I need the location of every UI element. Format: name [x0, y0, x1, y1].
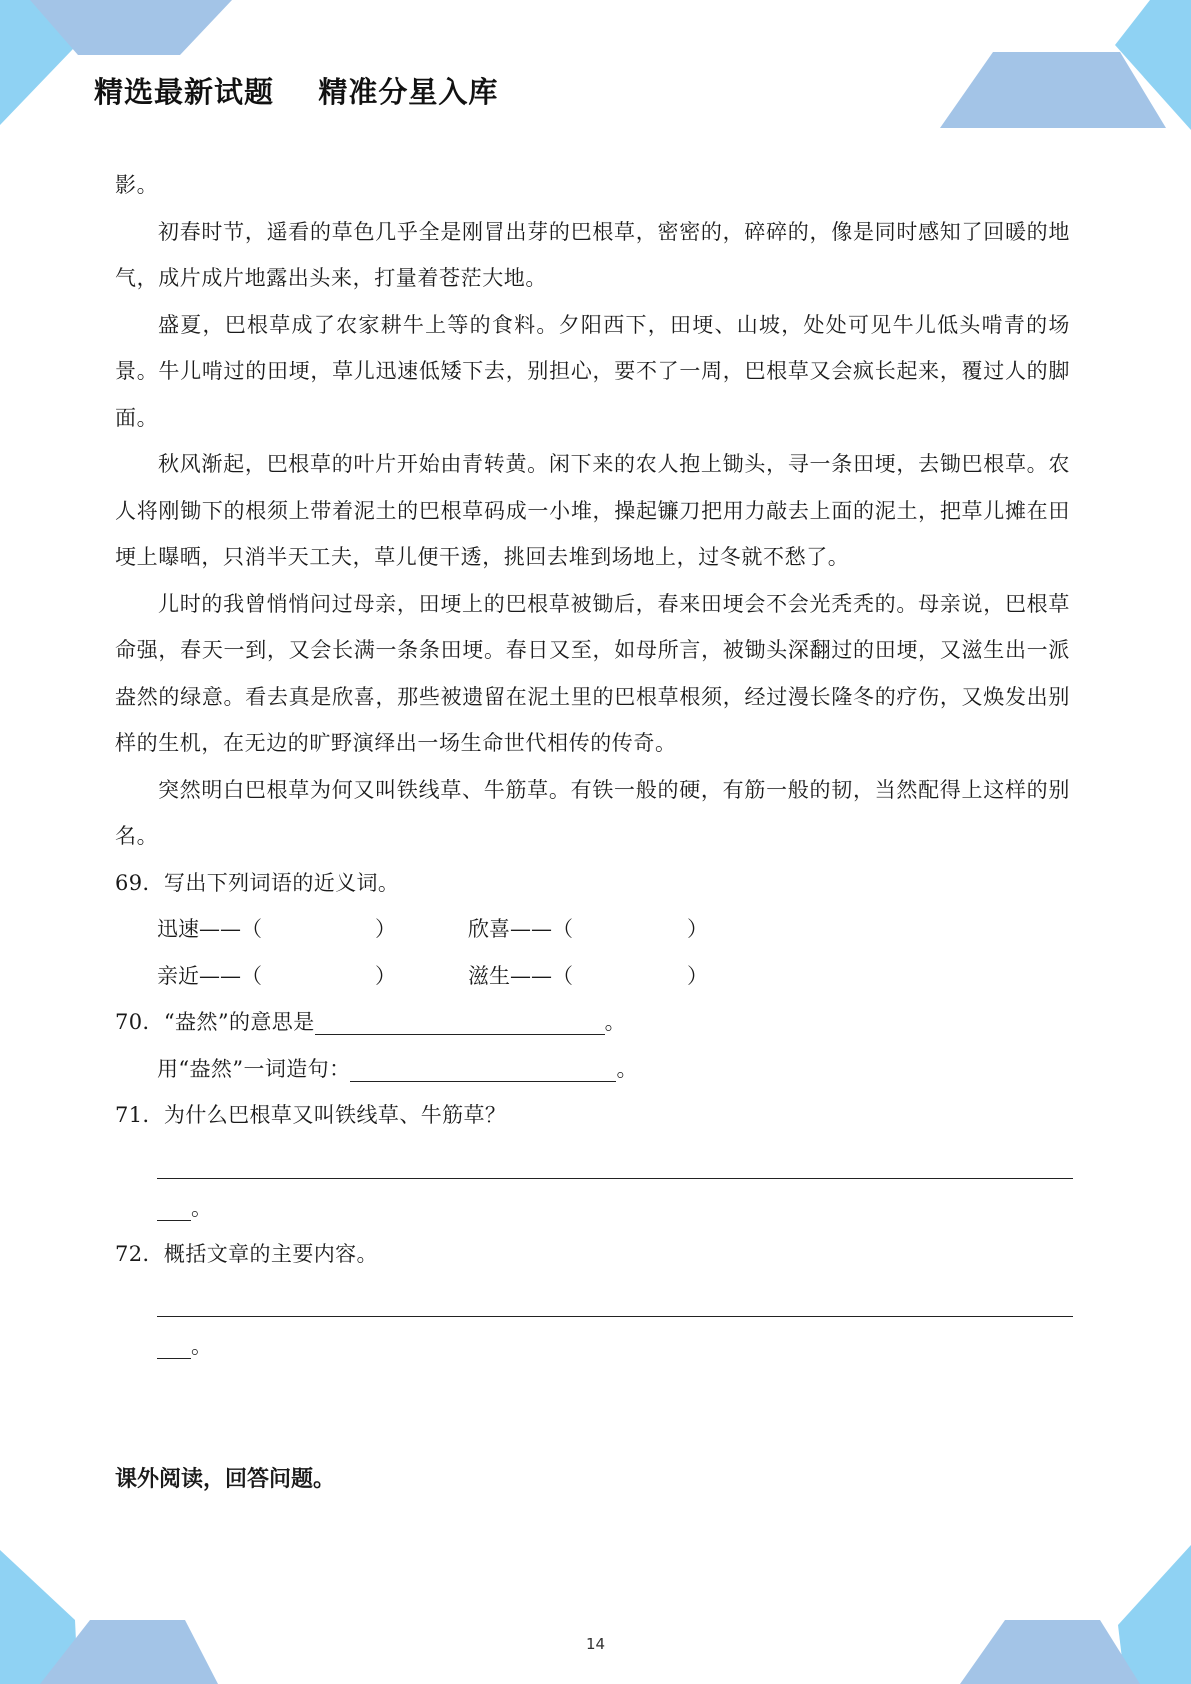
- question-71: [115, 1092, 1070, 1231]
- corner-decoration-bottom-left: [0, 1550, 218, 1684]
- period: 。: [191, 1334, 212, 1358]
- answer-blank[interactable]: [350, 1059, 616, 1082]
- synonym-item-label: 迅速——（: [157, 917, 262, 941]
- synonym-item-close: ）: [375, 917, 396, 941]
- period: 。: [616, 1056, 638, 1081]
- question-70: [115, 999, 1070, 1092]
- period: 。: [191, 1195, 212, 1220]
- passage-paragraph: 儿时的我曾悄悄问过母亲，田埂上的巴根草被锄后，春来田埂会不会光秃秃的。母亲说，巴根草命强，春天一到，又会长满一条条田埂。春日又至，如母所言，被锄头深翻过的田埂，又滋生出一派盎然的绿意。看去真是欣喜，那些被遗留在泥土里的巴根草根须，经过漫长隆冬的疗伤，又焕发出别样的生机，在无边的旷野演绎出一场生命世代相传的传奇。: [115, 591, 1070, 755]
- synonym-item-close: ）: [687, 917, 708, 941]
- answer-line-end: [115, 1323, 1070, 1369]
- question-72: [115, 1231, 1070, 1370]
- page-number: 14: [585, 1635, 606, 1653]
- answer-blank[interactable]: [157, 1198, 191, 1221]
- passage-paragraph: 秋风渐起，巴根草的叶片开始由青转黄。闲下来的农人抱上锄头，寻一条田埂，去锄巴根草。农人将刚锄下的根须上带着泥土的巴根草码成一小堆，操起镰刀把用力敲去上面的泥土，把草儿摊在田埂上曝晒，只消半天工夫，草儿便干透，挑回去堆到场地上，过冬就不愁了。: [115, 452, 1070, 569]
- corner-decoration-top-right: [940, 0, 1191, 130]
- document-body: [115, 162, 1070, 1369]
- question-text: 为什么巴根草又叫铁线草、牛筋草？: [163, 1103, 507, 1127]
- answer-blank[interactable]: [315, 1012, 605, 1035]
- synonym-row: [115, 953, 1070, 1000]
- question-number: 72．: [115, 1241, 164, 1266]
- question-number: 70．: [115, 1010, 164, 1034]
- passage: [115, 162, 1070, 860]
- answer-line[interactable]: [115, 1139, 1070, 1185]
- synonym-item-label: 欣喜——（: [468, 917, 573, 941]
- answer-blank[interactable]: [157, 1336, 191, 1359]
- synonym-item-close: ）: [687, 963, 708, 988]
- answer-line[interactable]: [115, 1277, 1070, 1323]
- header-title: 精选最新试题 精准分星入库: [94, 75, 499, 109]
- question-text: 概括文章的主要内容。: [163, 1241, 378, 1266]
- question-text: 写出下列词语的近义词。: [163, 870, 400, 895]
- corner-decoration-bottom-right: [960, 1545, 1191, 1684]
- passage-paragraph: 突然明白巴根草为何又叫铁线草、牛筋草。有铁一般的硬，有筋一般的韧，当然配得上这样的别名。: [115, 777, 1070, 848]
- synonym-item-close: ）: [375, 963, 396, 988]
- question-number: 71．: [115, 1103, 164, 1127]
- question-69: [115, 860, 1070, 1000]
- passage-paragraph: 影。: [115, 173, 159, 197]
- question-text: “盎然”的意思是: [163, 1010, 315, 1034]
- synonym-item-label: 滋生——（: [468, 963, 573, 988]
- passage-paragraph: 初春时节，遥看的草色几乎全是刚冒出芽的巴根草，密密的，碎碎的，像是同时感知了回暖的地气，成片成片地露出头来，打量着苍茫大地。: [115, 219, 1070, 290]
- answer-line-end: [115, 1185, 1070, 1231]
- question-number: 69．: [115, 870, 164, 895]
- period: 。: [604, 1010, 626, 1034]
- question-subtext: 用“盎然”一词造句：: [157, 1056, 351, 1081]
- passage-paragraph: 盛夏，巴根草成了农家耕牛上等的食料。夕阳西下，田埂、山坡，处处可见牛儿低头啃青的场景。牛儿啃过的田埂，草儿迅速低矮下去，别担心，要不了一周，巴根草又会疯长起来，覆过人的脚面。: [115, 312, 1070, 430]
- synonym-item-label: 亲近——（: [157, 963, 262, 988]
- synonym-row: [115, 906, 1070, 953]
- section-title: 课外阅读，回答问题。: [115, 1467, 336, 1492]
